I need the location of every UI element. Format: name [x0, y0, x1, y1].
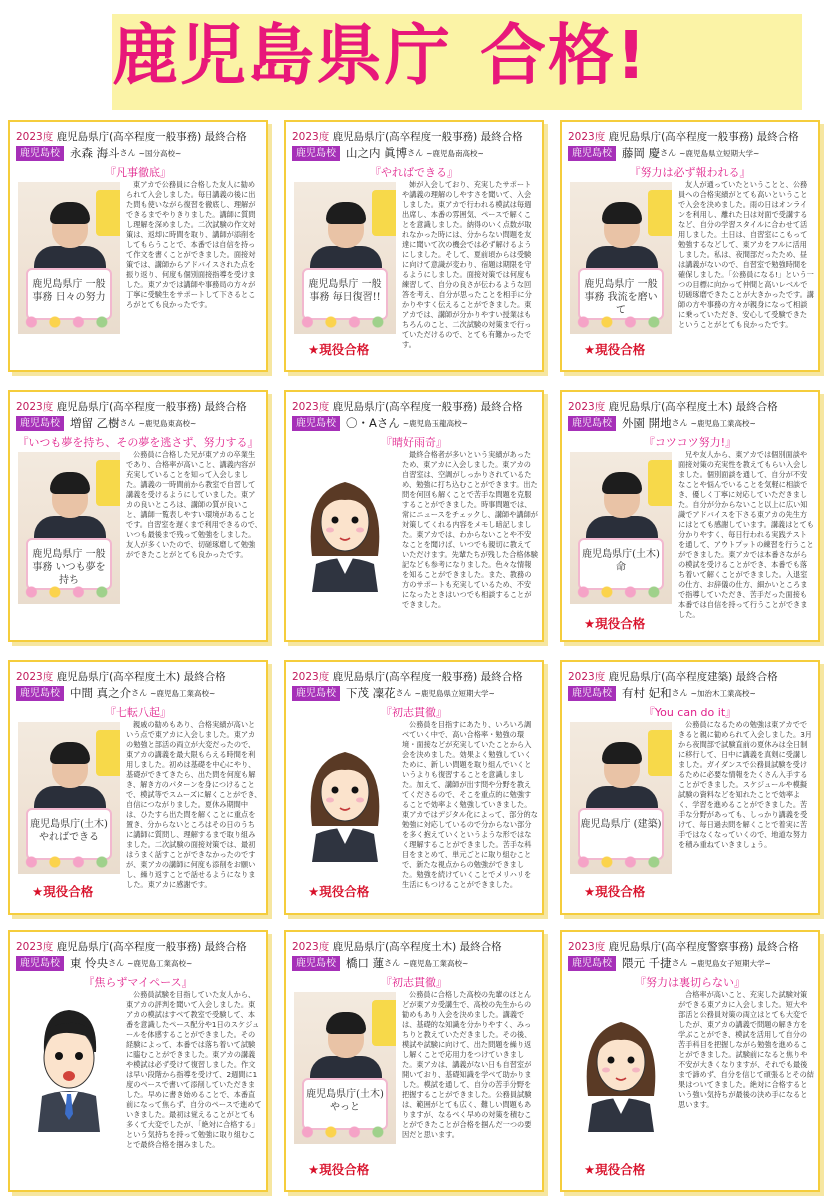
school-badge: 鹿児島校: [16, 146, 64, 161]
school-badge: 鹿児島校: [568, 686, 616, 701]
alma-mater: ~鹿児島工業高校~: [403, 958, 469, 968]
alma-mater: ~鹿児島県立短期大学~: [414, 688, 495, 698]
message-board: 鹿児島県庁 一般事務 いつも夢を持ち: [26, 538, 112, 590]
exam-result: 鹿児島県庁(高卒程度一般事務) 最終合格: [56, 941, 247, 953]
exam-year: 2023度: [292, 671, 330, 683]
alma-mater: ~鹿児島東高校~: [138, 418, 197, 428]
message-board: 鹿児島県庁(土木) やればできる: [26, 808, 112, 860]
exam-year: 2023度: [568, 671, 606, 683]
student-name: 永森 海斗: [70, 146, 120, 160]
honorific: さん: [671, 958, 688, 968]
exam-year: 2023度: [292, 941, 330, 953]
testimonial-text: 兄や友人から、東アカでは個別面談や面接対策の充実性を教えてもらい入会しました。個別面談を通して、自分が不安なことや悩んでいることを気軽に相談でき、優しく丁寧に対応していただきました。自分が分からないこと以上に広い知識でアドバイスを下さる東アカの先生方にはとても感謝しています。講義はとても分かりやすく、毎日行われる実践テストを通して、アウトプットの練習を行うことができました。東アカでは本番さながらの模試を受けることができ、本番でも落ち着いて解くことができました。入退室の仕方、お辞儀の仕方、細かいところまで指導していただき、苦手だった面接も本番では自信を持って行うことができました。: [678, 450, 814, 619]
motto: 『努力は裏切らない』: [635, 976, 745, 989]
active-pass-label: ★現役合格: [308, 1162, 370, 1177]
exam-header: [16, 939, 247, 954]
active-pass-label: ★現役合格: [584, 342, 646, 357]
exam-result: 鹿児島県庁(高卒程度一般事務) 最終合格: [332, 401, 523, 413]
exam-year: 2023度: [292, 131, 330, 143]
alma-mater: ~国分高校~: [138, 148, 182, 158]
student-info: [568, 415, 756, 430]
student-name: 藤岡 慶: [622, 146, 661, 160]
man-avatar-icon: [18, 992, 120, 1132]
student-photo: [294, 182, 396, 334]
student-name: 増留 乙樹: [70, 416, 120, 430]
testimonial-card: [284, 660, 544, 915]
honorific: さん: [108, 958, 125, 968]
exam-result: 鹿児島県庁(高卒程度土木) 最終合格: [56, 671, 226, 683]
active-pass-label: ★現役合格: [584, 884, 646, 899]
alma-mater: ~鹿児島南高校~: [426, 148, 484, 158]
student-name: 外園 開地: [622, 416, 672, 430]
alma-mater: ~鹿児島県立短期大学~: [679, 148, 760, 158]
message-board: 鹿児島県庁 (建築): [578, 808, 664, 860]
student-info: [16, 685, 215, 700]
message-board: 鹿児島県庁(土木) やっと: [302, 1078, 388, 1130]
student-name: 東 怜央: [70, 956, 109, 970]
exam-result: 鹿児島県庁(高卒程度一般事務) 最終合格: [332, 671, 523, 683]
honorific: さん: [660, 148, 677, 158]
honorific: さん: [119, 418, 136, 428]
student-name: 山之内 眞博: [346, 146, 408, 160]
school-badge: 鹿児島校: [16, 686, 64, 701]
school-badge: 鹿児島校: [16, 956, 64, 971]
school-badge: 鹿児島校: [16, 416, 64, 431]
exam-header: [292, 129, 523, 144]
testimonial-text: 公務員に合格した兄が東アカの卒業生であり、合格率が高いこと、講義内容が充実していることを知って入会しました。講義の一時間前から教室で自習して講義を受けるようにしていました。東アカの良いところは、講師の質が良いこと、講師一覧表しやすい環境があることです。自習室を遅くまで利用できるので、いつも最後まで残って勉強をしました。友人が多くいたので、切磋琢磨して勉強ができたことがとても良かったです。: [126, 450, 262, 559]
student-info: [568, 145, 759, 160]
motto: 『いつも夢を持ち、その夢を逃さず、努力する』: [17, 436, 259, 449]
woman-avatar-icon: [570, 992, 672, 1132]
alma-mater: ~鹿児島工業高校~: [127, 958, 193, 968]
student-photo: [570, 452, 672, 604]
testimonial-text: 最終合格者が多いという実績があったため、東アカに入会しました。東アカの自習室は、空調がしっかりされているため、勉強に打ち込むことができます。出た問を何回も解くことで苦手な問題を克服することができました。時事問題では、常にニュースをチェックし、講師や講師が対策してくれる内容をメモし暗記しました。東アカでは、わからないことや不安なことを聞けば、いつでも親切に教えていただけます。先輩たちが残した合格体験記なども参考になりました。色々な情報を知ることができました。また、教務の方のサポートも充実しているため、不安になったときはいつでも相談することができました。: [402, 450, 538, 609]
motto: 『凡事徹底』: [105, 166, 171, 179]
testimonial-text: 親戚の勧めもあり、合格実績が高いという点で東アカに入会しました。東アカの勉強と部活の両立が大変だったので、東アカの講義を最大限もらえる時間を利用しました。初めは基礎を中心にやり、基礎ができてきたら、出た問を何度も解き、解き方のパターンを身につけることで、模試等でスムーズに解くことができ、自信につながりました。夏休み期間中は、ひたすら出た問を解くことに重点を置き、分からないところはその日のうちに講師に質問し、理解するまで取り組みました。二次試験の面接対策では、最初はうまく話すことができなかったのですが、東アカの講師に何度も添削をお願いし、繰り返すことで話せるようになりました。東アカに感謝です。: [126, 720, 262, 889]
active-pass-label: ★現役合格: [584, 616, 646, 631]
exam-year: 2023度: [16, 941, 54, 953]
honorific: さん: [671, 418, 688, 428]
honorific: さん: [671, 688, 688, 698]
exam-header: [568, 669, 778, 684]
honorific: さん: [131, 688, 148, 698]
testimonial-text: 公務員になるための勉強は東アカでできると親に勧められて入会しました。3月から夜間部で試験直前の夏休みは全日制に移行して、日中に講義を真剣に受講しました。ガイダンスで公務員試験を受けるために必要な情報をたくさん入手することができました。スケジュールや模擬試験の資料などを知れたことで効率よく、学習を進めることができました。苦手な分野があっても、しっかり講義を受けて、毎日過去問を解くことで着実に苦手ではなくなっていくので、地道な努力を積み重ねていきましょう。: [678, 720, 812, 849]
exam-header: [568, 399, 778, 414]
exam-result: 鹿児島県庁(高卒程度土木) 最終合格: [332, 941, 502, 953]
alma-mater: ~加治木工業高校~: [690, 688, 756, 698]
school-badge: 鹿児島校: [568, 956, 616, 971]
student-photo: [294, 992, 396, 1144]
exam-header: [16, 129, 247, 144]
exam-year: 2023度: [16, 401, 54, 413]
exam-header: [292, 399, 523, 414]
exam-year: 2023度: [568, 941, 606, 953]
testimonial-card: [560, 660, 820, 915]
student-info: [292, 955, 468, 970]
motto: 『努力は必ず報われる』: [629, 166, 751, 179]
exam-year: 2023度: [16, 671, 54, 683]
testimonial-text: 公務員に合格した高校の先輩のほとんどが東アカ受講生で、高校の先生からの勧めもあり入会を決めました。講義では、基礎的な知識を分かりやすく、みっちりと教えていただきました。その後、模試や試験に向けて、出た問題を繰り返し解くことで応用力をつけていきました。東アカは、講義がない日も自習室が開いており、基礎知識を学べて助かりました。模試を通して、自分の苦手分野を把握することができました。公務員試験は、範囲がとても広く、難しい問題もありますが、なるべく早めの対策を積むことができたことが合格を掴んだ一つの要因だと思います。: [402, 990, 532, 1139]
message-board: 鹿児島県庁 一般事務 日々の努力: [26, 268, 112, 320]
page-title-left: 鹿児島県庁: [112, 17, 452, 94]
student-name: 下茂 凜花: [346, 686, 396, 700]
exam-result: 鹿児島県庁(高卒程度一般事務) 最終合格: [56, 131, 247, 143]
testimonial-card: [560, 930, 820, 1192]
honorific: さん: [407, 148, 424, 158]
student-photo: [18, 452, 120, 604]
testimonial-card: [8, 390, 268, 642]
honorific: さん: [395, 688, 412, 698]
school-badge: 鹿児島校: [292, 686, 340, 701]
active-pass-label: ★現役合格: [308, 884, 370, 899]
exam-header: [292, 669, 523, 684]
alma-mater: ~鹿児島工業高校~: [150, 688, 216, 698]
school-badge: 鹿児島校: [292, 416, 340, 431]
school-badge: 鹿児島校: [568, 146, 616, 161]
active-pass-label: ★現役合格: [584, 1162, 646, 1177]
school-badge: 鹿児島校: [292, 956, 340, 971]
student-photo: [570, 182, 672, 334]
testimonial-card: [284, 120, 544, 372]
school-badge: 鹿児島校: [568, 416, 616, 431]
student-info: [16, 145, 181, 160]
alma-mater: ~鹿児島工業高校~: [690, 418, 756, 428]
student-info: [292, 685, 495, 700]
exam-year: 2023度: [292, 401, 330, 413]
testimonial-card: [560, 390, 820, 642]
student-info: [292, 415, 468, 430]
motto: 『晴好雨奇』: [381, 436, 447, 449]
student-name: 橋口 蓮: [346, 956, 385, 970]
woman-avatar-icon: [294, 722, 396, 862]
testimonial-text: 公務員試験を目指していた友人から、東アカの評判を聞いて入会しました。東アカの模試はすべて教室で受験して、本番を意識したペース配分や1日のスケジュールを体感することができました。その経験によって、本番では落ち着いて試験に臨むことができました。東アカの講義や模試は必ず受けて復習しました。作文は早い段階から指導を受けて、2週間に1度のペースで書いて添削していただきました。早めに書き始めることで、本番直前になって焦らず、自分のペースで進めていきました。最初は覚えることがとても多くて大変でしたが、「絶対に合格する」という気持ちを持って勉強に取り組むことで最終合格を掴みました。: [126, 990, 262, 1149]
exam-header: [16, 399, 247, 414]
exam-year: 2023度: [16, 131, 54, 143]
testimonial-card: [8, 660, 268, 915]
student-photo: [570, 722, 672, 874]
testimonial-card: [8, 930, 268, 1192]
school-badge: 鹿児島校: [292, 146, 340, 161]
exam-year: 2023度: [568, 401, 606, 413]
testimonial-text: 姉が入会しており、充実したサポートや講義の理解のしやすさを聞いて、入会しました。東アカで行われる模試は毎週出席し、本番の雰囲気、ペースで解くことを意識しました。納得のいく点数が取れなかった時には、分からない問題を友達に聞いて次の機会では必ず解けるようにしました。そして、夏前頃からは受験に向けて意識が変わり、宿題は期限を守るようにしました。面接対策では何度も練習して、自分の良さが伝わるような回答を考え、自分が思ったことを相手に分かりやすく伝えることができました。東アカでは、講師が分かりやすい授業はもちろんのこと、二次試験の対策まで行っていただけるので、とても有難かったです。: [402, 180, 532, 349]
motto: 『やればできる』: [370, 166, 458, 179]
testimonial-text: 公務員を目指すにあたり、いろいろ調べていく中で、高い合格率・勉強の環境・面接などが充実していたことから入会を決めました。効果よく勉強していくために、新しい問題を取り組んでいくというよりも復習することを意識しました。加えて、講師が出す問や分野を教えてくださるので、そこを重点的に勉強することで効率よく勉強していきました。東アカではデジタル化によって、部分的な勉強に対応しているので分からない部分を多く抱えていくというような形ではなく理解することができました。苦手な科目をまとめて、単元ごとに取り組むことで、新たな視点からの勉強ができました。勉強を続けていくことでメリハリを生活にもつけることができました。: [402, 720, 538, 889]
motto: 『You can do it』: [643, 706, 737, 719]
student-photo: [18, 182, 120, 334]
honorific: さん: [119, 148, 136, 158]
student-name: 隈元 千捷: [622, 956, 672, 970]
exam-result: 鹿児島県庁(高卒程度建築) 最終合格: [608, 671, 778, 683]
student-info: [16, 415, 196, 430]
woman-avatar-icon: [294, 452, 396, 592]
exam-result: 鹿児島県庁(高卒程度一般事務) 最終合格: [332, 131, 523, 143]
student-name: 〇・Aさん: [346, 416, 400, 430]
message-board: 鹿児島県庁 一般事務 毎日復習!!: [302, 268, 388, 320]
active-pass-label: ★現役合格: [32, 884, 94, 899]
testimonial-text: 東アカで公務員に合格した友人に勧められて入会しました。毎日講義の後に出た問も使いながら復習を徹底し、理解ができるまでやりきりました。講師に質問し理解を深めました。二次試験の作文対策は、返却に時間を取り、講師が添削をしてもらうことで、本番では自信を持って作文を書くことができました。面接対策では、講師からアドバイスされた点を振り返り、何度も個別面接指導を受けました。東アカでは講師や事務局の方々が丁寧に受験生をサポートして下さるところがとても良かったです。: [126, 180, 256, 309]
motto: 『初志貫徹』: [381, 706, 447, 719]
active-pass-label: ★現役合格: [308, 342, 370, 357]
motto: 『初志貫徹』: [381, 976, 447, 989]
page-title-right: 合格!: [480, 17, 649, 94]
honorific: さん: [384, 958, 401, 968]
testimonial-card: [284, 390, 544, 642]
motto: 『焦らずマイペース』: [83, 976, 193, 989]
exam-header: [292, 939, 502, 954]
student-info: [568, 955, 771, 970]
exam-result: 鹿児島県庁(高卒程度一般事務) 最終合格: [608, 131, 799, 143]
student-info: [568, 685, 756, 700]
exam-header: [568, 129, 799, 144]
exam-header: [568, 939, 799, 954]
exam-result: 鹿児島県庁(高卒程度警察事務) 最終合格: [608, 941, 799, 953]
alma-mater: ~鹿児島女子短期大学~: [690, 958, 771, 968]
exam-header: [16, 669, 226, 684]
student-photo: [18, 722, 120, 874]
motto: 『七転八起』: [105, 706, 171, 719]
exam-result: 鹿児島県庁(高卒程度土木) 最終合格: [608, 401, 778, 413]
message-board: 鹿児島県庁 一般事務 我流を磨いて: [578, 268, 664, 320]
message-board: 鹿児島県庁(土木) 命: [578, 538, 664, 590]
page-title: [112, 6, 802, 106]
testimonial-text: 友人が通っていたということと、公務員への合格実績がとても高いということで入会を決めました。雨の日はオンラインを利用し、離れた日は対面で受講するなど、自分の学習スタイルに合わせて活用しました。土日は、自習室にこもって勉強するなどして、東アカをフルに活用しました。私は、夜間部だったため、昼は講義がないので、自習室で勉強時間を確保しました。「公務員になる!」という一つの目標に向かって仲間と高いレベルで切磋琢磨できたことが大きかったです。講師の方や事務の方々が親身になって相談に乗っていただき、安心して受験できたということがとても良かったです。: [678, 180, 814, 329]
student-info: [292, 145, 484, 160]
alma-mater: ~鹿児島玉龍高校~: [402, 418, 468, 428]
exam-year: 2023度: [568, 131, 606, 143]
testimonial-card: [560, 120, 820, 372]
student-info: [16, 955, 192, 970]
student-name: 有村 妃和: [622, 686, 672, 700]
testimonial-card: [284, 930, 544, 1192]
motto: 『コツコツ努力!』: [643, 436, 737, 449]
student-name: 中間 真之介: [70, 686, 132, 700]
testimonial-card: [8, 120, 268, 372]
testimonial-text: 合格率が高いこと、充実した試験対策ができる東アカに入会しました。短大や部活と公務員対策の両立はとても大変でしたが、東アカの講義で問題の解き方を学ぶことができ、模試を活用して自分の苦手科目を把握しながら勉強を進めることができました。試験前になると焦りや不安が大きくなりますが、それでも最後まで諦めず、自分を信じて頑張るとその結果はついてきました。絶対に合格するという強い気持ちが最後の決め手になると思います。: [678, 990, 814, 1109]
exam-result: 鹿児島県庁(高卒程度一般事務) 最終合格: [56, 401, 247, 413]
